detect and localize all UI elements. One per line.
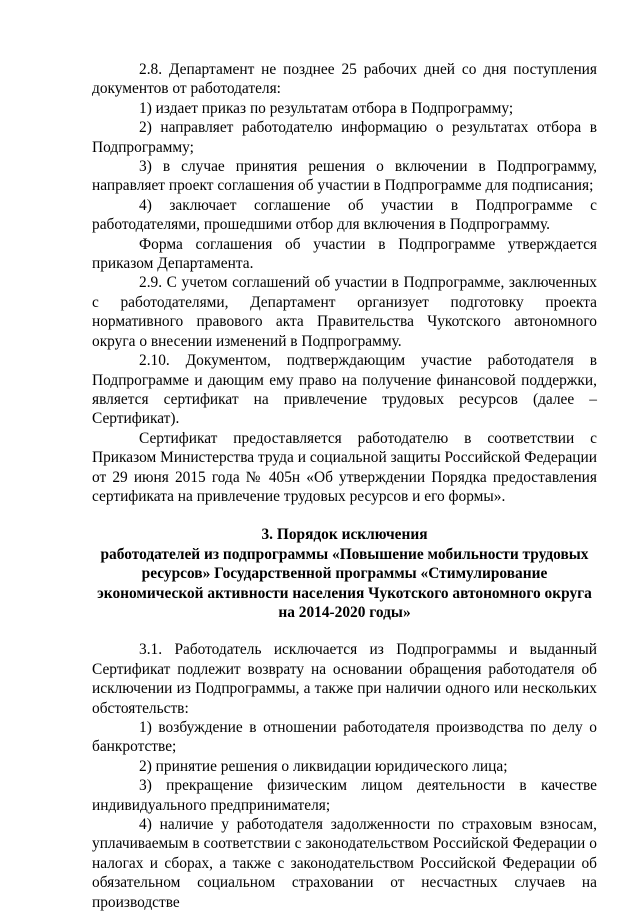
paragraph-3-1: 3.1. Работодатель исключается из Подпрограммы и выданный Сертификат подлежит возврату на основании обращения работодателя об исключении из Подпрограммы, а также при наличии одного или нескольких обстоятельств: — [92, 641, 597, 717]
list-item-2-8-4: 4) заключает соглашение об участии в Подпрограмме с работодателями, прошедшими отбор для включения в Подпрограмму. — [92, 196, 597, 234]
list-item-3-1-4: 4) наличие у работодателя задолженности по страховым взносам, уплачиваемым в соответствии с законодательством Российской Федерации о налогах и сборах, а также с законодательством Российской Федерации об обязательном социальном страховании от несчастных случаев на производстве — [92, 816, 597, 911]
paragraph-2-9: 2.9. С учетом соглашений об участии в Подпрограмме, заключенных с работодателями, Департамент организует подготовку проекта нормативного правового акта Правительства Чукотского автономного округа о внесении изменений в Подпрограмму. — [92, 274, 597, 350]
section-3-heading-line: на 2014-2020 годы» — [278, 603, 411, 621]
paragraph-2-10: 2.10. Документом, подтверждающим участие работодателя в Подпрограмме и дающим ему право на получение финансовой поддержки, является сертификат на привлечение трудовых ресурсов (далее – Сертификат). — [92, 352, 597, 428]
paragraph-certificate-note: Сертификат предоставляется работодателю в соответствии с Приказом Министерства труда и социальной защиты Российской Федерации от 29 июня 2015 года № 405н «Об утверждении Порядка предоставления сертификата на привлечение трудовых ресурсов и его формы». — [92, 429, 597, 505]
list-item-2-8-2: 2) направляет работодателю информацию о результатах отбора в Подпрограмму; — [92, 119, 597, 156]
list-item-3-1-3: 3) прекращение физическим лицом деятельности в качестве индивидуального предпринимателя; — [92, 777, 597, 814]
spacer — [92, 506, 597, 525]
section-3-heading-line: ресурсов» Государственной программы «Стимулирование — [141, 565, 548, 583]
list-item-3-1-2: 2) принятие решения о ликвидации юридического лица; — [139, 757, 508, 775]
paragraph-2-8: 2.8. Департамент не позднее 25 рабочих дней со дня поступления документов от работодателя: — [92, 61, 597, 98]
list-item-2-8-1: 1) издает приказ по результатам отбора в Подпрограмму; — [139, 99, 514, 117]
section-3-heading-line: работодателей из подпрограммы «Повышение мобильности трудовых — [100, 545, 589, 563]
list-item-2-8-3: 3) в случае принятия решения о включении в Подпрограмму, направляет проект соглашения об участии в Подпрограмме для подписания; — [92, 158, 597, 195]
list-item-3-1-1: 1) возбуждение в отношении работодателя производства по делу о банкротстве; — [92, 719, 597, 756]
document-page — [92, 60, 597, 912]
section-3-heading-line: экономической активности населения Чукотского автономного округа — [97, 584, 592, 602]
spacer — [92, 622, 597, 640]
section-3-heading-line: 3. Порядок исключения — [261, 526, 428, 544]
paragraph-agreement-form: Форма соглашения об участии в Подпрограмме утверждается приказом Департамента. — [92, 235, 597, 273]
section-3-heading — [92, 525, 597, 622]
